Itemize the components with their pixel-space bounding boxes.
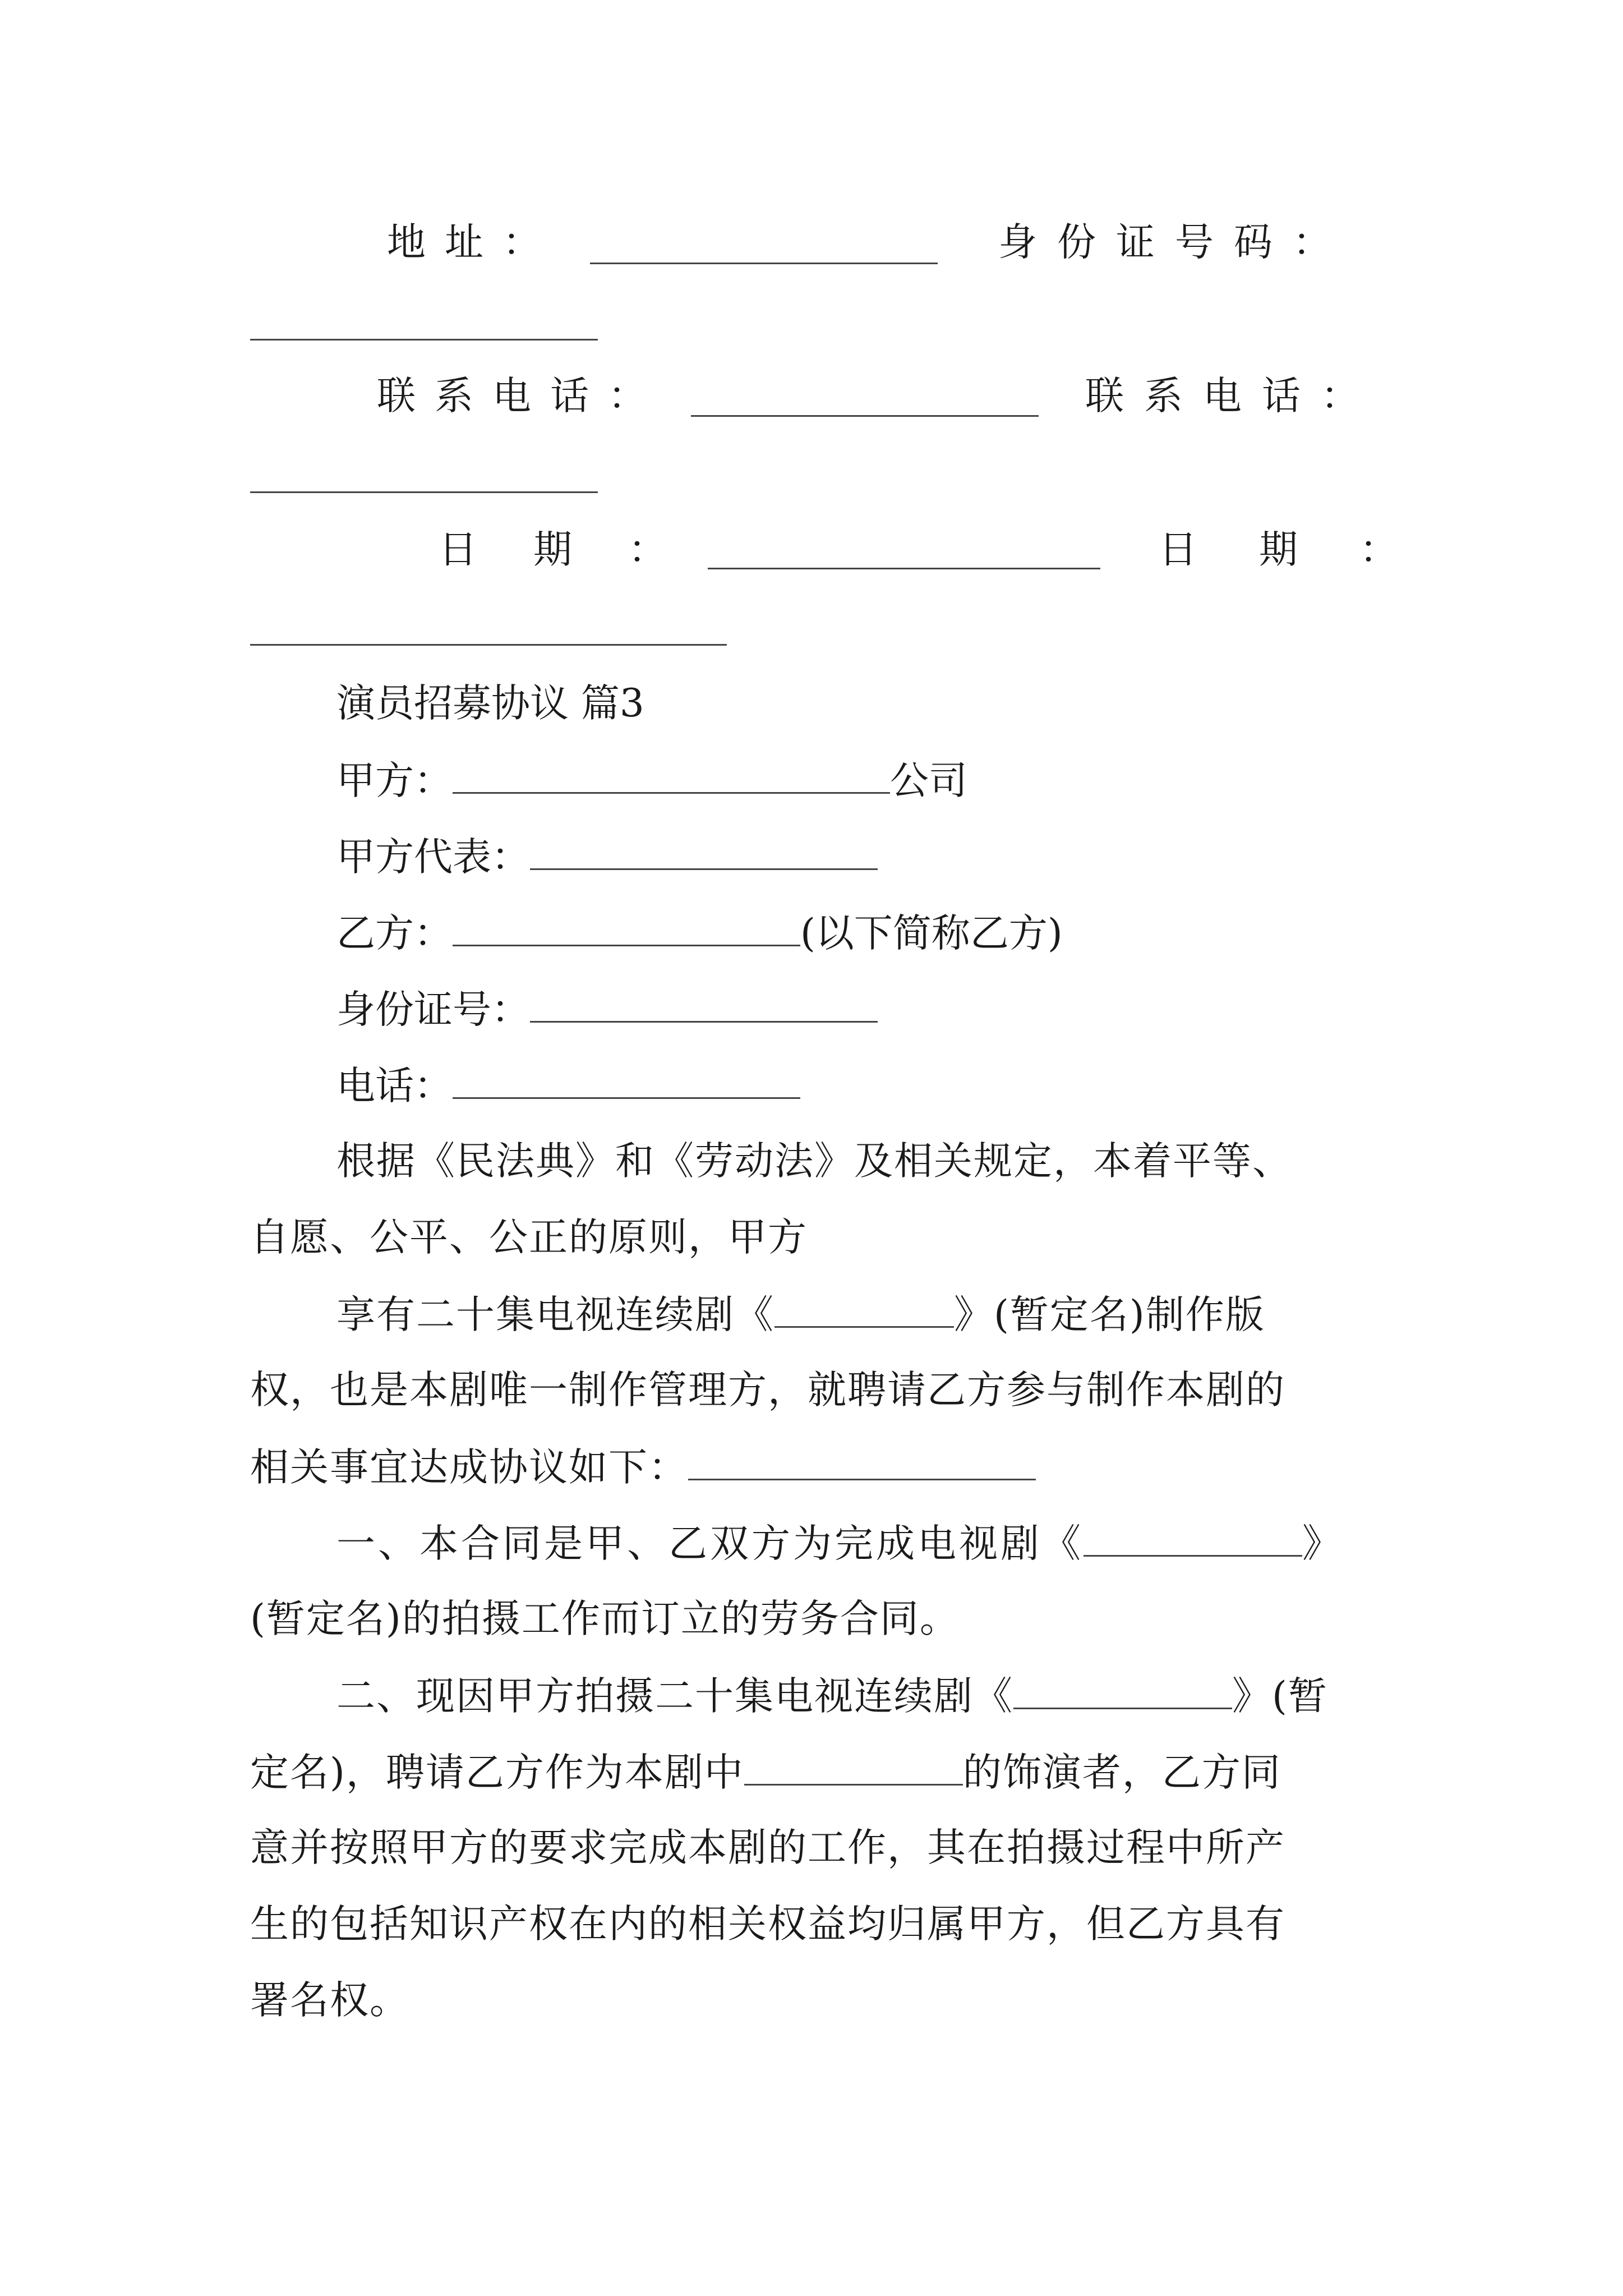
paragraph-4-line-4: 生的包括知识产权在内的相关权益均归属甲方，但乙方具有: [250, 1902, 1285, 1947]
party-b-blank: [453, 913, 800, 946]
paragraph-3-text-a: 一、本合同是甲、乙双方为完成电视剧《: [336, 1521, 1083, 1566]
party-b-label: 乙方：: [336, 911, 453, 956]
id-label: 身份证号：: [336, 987, 530, 1032]
paragraph-2-text-a: 享有二十集电视连续剧《: [336, 1292, 774, 1337]
paragraph-3-line-2: (暂定名)的拍摄工作而订立的劳务合同。: [250, 1596, 960, 1641]
party-a-suffix: 公司: [890, 758, 967, 803]
id-number-blank: [250, 339, 598, 341]
date-blank-b: [250, 644, 727, 646]
paragraph-4-line-5: 署名权。: [250, 1978, 409, 2023]
paragraph-4-text-a: 二、现因甲方拍摄二十集电视连续剧《: [336, 1674, 1013, 1719]
phone-label-b: 联系电话：: [1085, 374, 1380, 418]
paragraph-2-line-2: 权，也是本剧唯一制作管理方，就聘请乙方参与制作本剧的: [250, 1368, 1285, 1412]
phone-blank: [453, 1066, 800, 1099]
party-a-rep-label: 甲方代表：: [336, 835, 530, 880]
paragraph-1-line-1: 根据《民法典》和《劳动法》及相关规定，本着平等、: [336, 1139, 1292, 1184]
paragraph-3-line-1: [336, 1521, 1344, 1566]
section-title: 演员招募协议 篇3: [336, 681, 644, 726]
phone-blank-a: [691, 415, 1039, 417]
id-row: [336, 987, 878, 1032]
drama-title-blank-2: [1083, 1524, 1302, 1557]
paragraph-4-text-b: 》(暂: [1232, 1674, 1328, 1719]
party-b-suffix: (以下简称乙方): [800, 911, 1063, 956]
paragraph-4-text-d: 的饰演者，乙方同: [962, 1750, 1281, 1795]
address-blank: [590, 263, 938, 264]
paragraph-4-text-c: 定名)，聘请乙方作为本剧中: [250, 1750, 744, 1795]
role-blank: [744, 1752, 963, 1786]
agreement-blank: [688, 1447, 1036, 1480]
party-a-label: 甲方：: [336, 758, 453, 803]
phone-row: [336, 1066, 800, 1106]
paragraph-2-line-1: [336, 1292, 1265, 1337]
paragraph-3-text-b: 》: [1302, 1521, 1344, 1566]
party-a-blank: [453, 761, 890, 794]
drama-title-blank-3: [1013, 1676, 1232, 1709]
paragraph-4-line-3: 意并按照甲方的要求完成本剧的工作，其在拍摄过程中所产: [250, 1825, 1285, 1870]
party-a-rep-blank: [530, 837, 878, 870]
party-b-row: [336, 911, 1063, 956]
date-label-b: 日期：: [1159, 527, 1460, 572]
phone-label: 电话：: [336, 1064, 453, 1108]
paragraph-2-text-c: 相关事宜达成协议如下：: [250, 1445, 688, 1490]
address-label: 地址：: [387, 220, 560, 265]
party-a-row: [336, 758, 967, 803]
id-blank: [530, 990, 878, 1023]
id-number-label: 身份证号码：: [998, 220, 1352, 265]
date-blank-a: [708, 568, 1100, 569]
paragraph-1-line-2: 自愿、公平、公正的原则，甲方: [250, 1215, 808, 1260]
party-a-rep-row: [336, 835, 878, 880]
paragraph-2-text-b: 》(暂定名)制作版: [954, 1292, 1265, 1337]
date-label-a: 日期：: [439, 527, 723, 572]
paragraph-4-line-2: [250, 1750, 1281, 1795]
phone-label-a: 联系电话：: [377, 374, 666, 418]
paragraph-4-line-1: [336, 1674, 1328, 1719]
phone-blank-b: [250, 491, 598, 493]
paragraph-2-line-3: [250, 1445, 1036, 1490]
drama-title-blank-1: [774, 1295, 954, 1328]
